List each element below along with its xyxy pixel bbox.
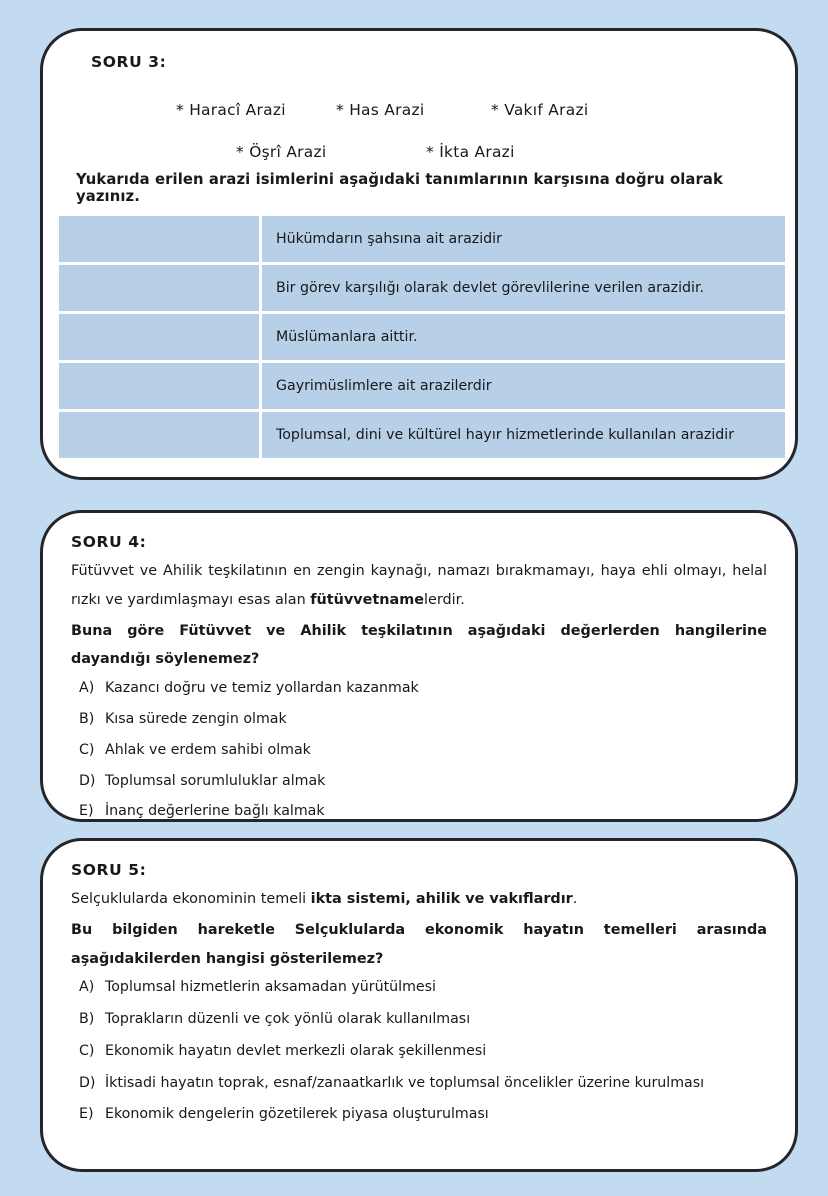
definition-cell: Müslümanlara aittir. (261, 313, 786, 362)
question-3-instruction: Yukarıda erilen arazi isimlerini aşağıdaki tanımlarının karşısına doğru olarak yazınız. (76, 171, 723, 205)
option-letter: B) (79, 711, 95, 727)
option-text: Ahlak ve erdem sahibi olmak (105, 741, 311, 758)
option-c[interactable] (79, 742, 775, 760)
option-b[interactable] (79, 711, 775, 729)
question-5-body (71, 861, 775, 1138)
question-5-label: SORU 5: (71, 861, 147, 879)
question-4-label: SORU 4: (71, 533, 147, 551)
land-type-row-2 (91, 131, 751, 173)
question-card-5 (40, 838, 798, 1172)
answer-blank-cell[interactable] (59, 264, 261, 313)
option-a[interactable] (79, 979, 775, 997)
passage-text-part-1: Selçuklularda ekonominin temeli (71, 891, 311, 907)
option-text: Ekonomik dengelerin gözetilerek piyasa oluşturulması (105, 1106, 489, 1123)
passage-keyword: fütüvvetname (310, 591, 425, 608)
option-c[interactable] (79, 1043, 775, 1061)
option-text: Kazancı doğru ve temiz yollardan kazanmak (105, 680, 419, 697)
question-3-label: SORU 3: (91, 53, 167, 71)
matching-table (59, 216, 785, 458)
option-text: İktisadi hayatın toprak, esnaf/zanaatkarlık ve toplumsal öncelikler üzerine kurulması (105, 1074, 705, 1091)
option-text: Toprakların düzenli ve çok yönlü olarak kullanılması (105, 1011, 471, 1028)
question-card-3 (40, 28, 798, 480)
land-type-item: * Vakıf Arazi (491, 101, 589, 119)
question-5-options (71, 979, 775, 1124)
option-e[interactable] (79, 1106, 775, 1124)
answer-blank-cell[interactable] (59, 313, 261, 362)
option-text: Toplumsal hizmetlerin aksamadan yürütülmesi (105, 979, 436, 996)
question-4-passage (71, 557, 775, 615)
option-d[interactable] (79, 1075, 775, 1093)
answer-blank-cell[interactable] (59, 362, 261, 411)
land-type-item: * Haracî Arazi (176, 101, 286, 119)
option-letter: C) (79, 741, 95, 758)
land-type-item: * Has Arazi (336, 101, 425, 119)
definition-cell: Bir görev karşılığı olarak devlet görevlilerine verilen arazidir. (261, 264, 786, 313)
option-letter: C) (79, 1042, 95, 1059)
land-type-list (91, 89, 751, 173)
option-b[interactable] (79, 1011, 775, 1029)
option-letter: E) (79, 1106, 94, 1123)
option-e[interactable] (79, 803, 775, 821)
table-row (59, 362, 785, 411)
answer-blank-cell[interactable] (59, 216, 261, 264)
passage-text-part-2: . (572, 891, 578, 907)
definition-cell: Gayrimüslimlere ait arazilerdir (261, 362, 786, 411)
option-text: Ekonomik hayatın devlet merkezli olarak şekillenmesi (105, 1042, 487, 1059)
answer-blank-cell[interactable] (59, 411, 261, 459)
land-type-row-1 (91, 89, 751, 131)
table-row (59, 313, 785, 362)
option-letter: D) (79, 772, 96, 789)
question-card-4 (40, 510, 798, 822)
passage-text-part-2: lerdir. (424, 591, 465, 608)
definition-cell: Toplumsal, dini ve kültürel hayır hizmetlerinde kullanılan arazidir (261, 411, 786, 459)
option-text: İnanç değerlerine bağlı kalmak (105, 803, 325, 820)
passage-text-part-1: Fütüvvet ve Ahilik teşkilatının en zengin kaynağı, namazı bırakmamayı, haya ehli olmayı, helal rızkı ve yardımlaşmayı esas alan (71, 563, 767, 608)
passage-keyword: ikta sistemi, ahilik ve vakıflardır (310, 891, 573, 907)
definition-cell: Hükümdarın şahsına ait arazidir (261, 216, 786, 264)
option-letter: A) (79, 680, 95, 697)
option-letter: D) (79, 1074, 96, 1091)
question-4-options (71, 680, 775, 821)
land-type-item: * Öşrî Arazi (236, 143, 327, 161)
option-letter: A) (79, 979, 95, 996)
land-type-item: * İkta Arazi (426, 143, 515, 161)
question-4-body (71, 533, 775, 822)
question-4-prompt: Buna göre Fütüvvet ve Ahilik teşkilatının aşağıdaki değerlerden hangilerine dayandığı söylenemez? (71, 622, 767, 668)
option-text: Toplumsal sorumluluklar almak (105, 772, 326, 789)
option-letter: E) (79, 803, 94, 820)
table-row (59, 264, 785, 313)
table-row (59, 216, 785, 264)
option-text: Kısa sürede zengin olmak (105, 711, 287, 727)
option-letter: B) (79, 1011, 95, 1028)
question-5-prompt: Bu bilgiden hareketle Selçuklularda ekonomik hayatın temelleri arasında aşağıdakilerden hangisi gösterilemez? (71, 921, 767, 967)
option-a[interactable] (79, 680, 775, 698)
question-5-passage (71, 885, 775, 914)
table-row (59, 411, 785, 459)
option-d[interactable] (79, 773, 775, 791)
